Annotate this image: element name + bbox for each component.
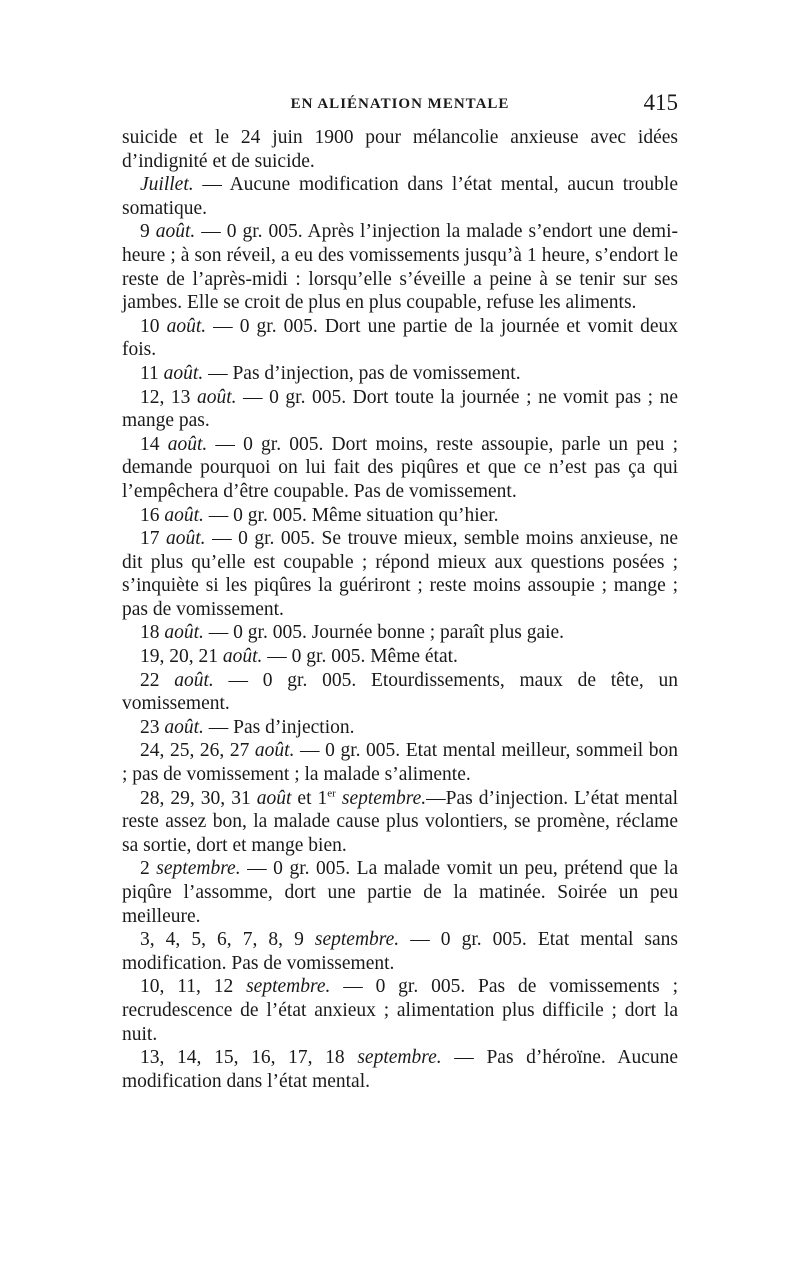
paragraph [122,645,678,669]
date-label: Juillet. [140,174,194,196]
date-connector: et 1 [291,787,328,809]
body-text [122,126,678,1093]
paragraph [122,504,678,528]
date-number: 13, 14, 15, 16, 17, 18 [140,1047,358,1069]
paragraph [122,787,678,858]
paragraph-text: — 0 gr. 005. Etat mental sans modification. Pas de vomissement. [122,929,679,974]
date-number: 3, 4, 5, 6, 7, 8, 9 [140,929,315,951]
date-number: 28, 29, 30, 31 [140,787,257,809]
date-label: septembre. [246,976,331,998]
paragraph-text: — 0 gr. 005. Se trouve mieux, semble moins anxieuse, ne dit plus qu’elle est coupable ; répond mieux aux questions posées ; s’inquiète si les piqûres la guériront ; reste moins assoupie ; mange ; pas de vomissement. [122,528,678,620]
paragraph [122,315,678,362]
paragraph-text: — Pas d’héroïne. Aucune modification dans l’état mental. [122,1047,679,1092]
paragraph [122,669,678,716]
date-number: 24, 25, 26, 27 [140,740,255,762]
paragraph-text: — Pas d’injection, pas de vomissement. [203,362,521,384]
paragraph-text: — 0 gr. 005. Même état. [262,646,458,668]
date-number: 11 [140,362,164,384]
paragraph [122,928,678,975]
paragraph [122,621,678,645]
page-number: 415 [643,90,678,115]
date-number: 18 [140,622,165,644]
paragraph [122,975,678,1046]
paragraph-text: —Pas d’injection. L’état mental reste assez bon, la malade cause plus volontiers, se promène, réclame sa sortie, dort et mange bien. [122,787,679,856]
paragraph-text: — 0 gr. 005. Même situation qu’hier. [203,504,499,526]
paragraph-text: — 0 gr. 005. Pas de vomissements ; recrudescence de l’état anxieux ; alimentation plus difficile ; dort la nuit. [122,976,678,1045]
date-number: 16 [140,504,165,526]
date-label: août. [163,362,204,384]
paragraph-text: — 0 gr. 005. Dort moins, reste assoupie, parle un peu ; demande pourquoi on lui fait des piqûres et que ce n’est pas ça qui l’empêchera d’être coupable. Pas de vomissement. [122,433,678,502]
date-number: 2 [140,858,157,880]
running-head [122,90,678,120]
date-label: août. [164,504,204,526]
date-label: août. [167,433,208,455]
date-label: août. [174,669,214,691]
paragraph [122,362,678,386]
date-label: août. [196,386,237,408]
date-label: août. [222,646,263,668]
date-number: 17 [140,528,167,550]
date-label: août [256,787,292,809]
paragraph-text: suicide et le 24 juin 1900 pour mélancolie anxieuse avec idées d’indignité et de suicide. [122,127,678,172]
date-label: septembre. [335,787,427,809]
date-label: août. [155,221,196,243]
paragraph [122,220,678,314]
paragraph [122,126,678,173]
paragraph-text: — 0 gr. 005. Dort toute la journée ; ne vomit pas ; ne mange pas. [122,386,678,432]
date-label: août. [164,716,204,738]
date-number: 9 [140,221,156,243]
date-label: septembre. [357,1047,442,1069]
paragraph-text: — 0 gr. 005. Dort une partie de la journée et vomit deux fois. [122,315,678,361]
date-number: 19, 20, 21 [140,646,223,668]
date-label: août. [254,740,295,762]
paragraph-text: — 0 gr. 005. La malade vomit un peu, prétend que la piqûre l’assomme, dort une partie de la matinée. Soirée un peu meilleure. [122,858,679,927]
paragraph-text: — Aucune modification dans l’état mental, aucun trouble somatique. [122,174,678,219]
date-number: 10, 11, 12 [140,976,247,998]
paragraph-text: — Pas d’injection. [203,716,355,738]
ordinal-superscript: er [327,787,336,800]
paragraph [122,857,678,928]
date-number: 22 [140,669,175,691]
date-label: septembre. [156,858,241,880]
date-number: 14 [140,433,168,455]
paragraph-text: — 0 gr. 005. Etat mental meilleur, sommeil bon ; pas de vomissement ; la malade s’alimente. [122,740,678,786]
date-label: août. [166,315,207,337]
date-number: 23 [140,716,165,738]
date-number: 10 [140,315,167,337]
date-label: août. [164,622,204,644]
paragraph [122,433,678,504]
paragraph [122,386,678,433]
paragraph-text: — 0 gr. 005. Après l’injection la malade s’endort une demi-heure ; à son réveil, a eu des vomissements jusqu’à 1 heure, s’endort le reste de l’après-midi : lorsqu’elle s’éveille a peine à se tenir sur ses jambes. Elle se croit de plus en plus coupable, refuse les aliments. [122,221,679,314]
paragraph-text: — 0 gr. 005. Journée bonne ; paraît plus gaie. [203,622,565,644]
date-label: août. [166,528,206,550]
paragraph-text: — 0 gr. 005. Etourdissements, maux de tête, un vomissement. [122,669,678,715]
paragraph [122,716,678,740]
paragraph [122,173,678,220]
date-number: 12, 13 [140,386,197,408]
paragraph [122,1046,678,1093]
date-label: septembre. [314,929,400,951]
paragraph [122,739,678,786]
running-head-title: EN ALIÉNATION MENTALE [290,96,510,112]
paragraph [122,527,678,621]
